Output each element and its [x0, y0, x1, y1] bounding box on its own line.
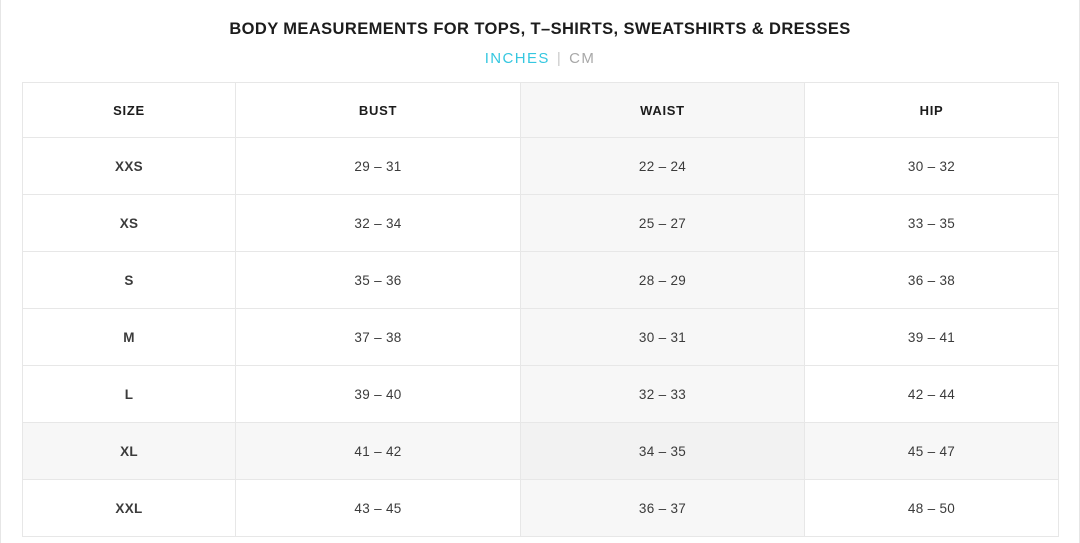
cell-size: S	[23, 252, 236, 309]
column-header-bust: BUST	[236, 83, 521, 138]
cell-bust: 39 – 40	[236, 366, 521, 423]
cell-bust: 32 – 34	[236, 195, 521, 252]
size-chart-table	[22, 82, 1059, 537]
table-row	[23, 366, 1059, 423]
cell-hip: 30 – 32	[805, 138, 1059, 195]
table-row	[23, 252, 1059, 309]
column-header-size: SIZE	[23, 83, 236, 138]
table-row	[23, 309, 1059, 366]
page-title: BODY MEASUREMENTS FOR TOPS, T–SHIRTS, SWEATSHIRTS & DRESSES	[229, 20, 851, 38]
unit-option-inches[interactable]: INCHES	[484, 50, 550, 67]
cell-waist: 34 – 35	[521, 423, 805, 480]
cell-hip: 39 – 41	[805, 309, 1059, 366]
cell-bust: 37 – 38	[236, 309, 521, 366]
cell-hip: 42 – 44	[805, 366, 1059, 423]
table-row	[23, 423, 1059, 480]
unit-separator: |	[556, 50, 563, 67]
table-row	[23, 138, 1059, 195]
cell-size: XXS	[23, 138, 236, 195]
table-row	[23, 195, 1059, 252]
cell-waist: 25 – 27	[521, 195, 805, 252]
cell-hip: 48 – 50	[805, 480, 1059, 537]
left-border-rule	[0, 0, 1, 543]
column-header-waist: WAIST	[521, 83, 805, 138]
unit-option-cm[interactable]: CM	[569, 50, 596, 67]
cell-hip: 45 – 47	[805, 423, 1059, 480]
table-header-row	[23, 83, 1059, 138]
cell-waist: 28 – 29	[521, 252, 805, 309]
unit-toggle	[0, 50, 1080, 67]
cell-waist: 32 – 33	[521, 366, 805, 423]
column-header-hip: HIP	[805, 83, 1059, 138]
size-table-wrapper	[22, 82, 1058, 537]
cell-bust: 29 – 31	[236, 138, 521, 195]
cell-size: M	[23, 309, 236, 366]
cell-waist: 36 – 37	[521, 480, 805, 537]
cell-size: XXL	[23, 480, 236, 537]
cell-waist: 30 – 31	[521, 309, 805, 366]
cell-bust: 35 – 36	[236, 252, 521, 309]
cell-size: XL	[23, 423, 236, 480]
table-header	[23, 83, 1059, 138]
cell-hip: 33 – 35	[805, 195, 1059, 252]
cell-bust: 43 – 45	[236, 480, 521, 537]
cell-waist: 22 – 24	[521, 138, 805, 195]
table-row	[23, 480, 1059, 537]
cell-size: L	[23, 366, 236, 423]
table-body	[23, 138, 1059, 537]
cell-hip: 36 – 38	[805, 252, 1059, 309]
cell-bust: 41 – 42	[236, 423, 521, 480]
cell-size: XS	[23, 195, 236, 252]
